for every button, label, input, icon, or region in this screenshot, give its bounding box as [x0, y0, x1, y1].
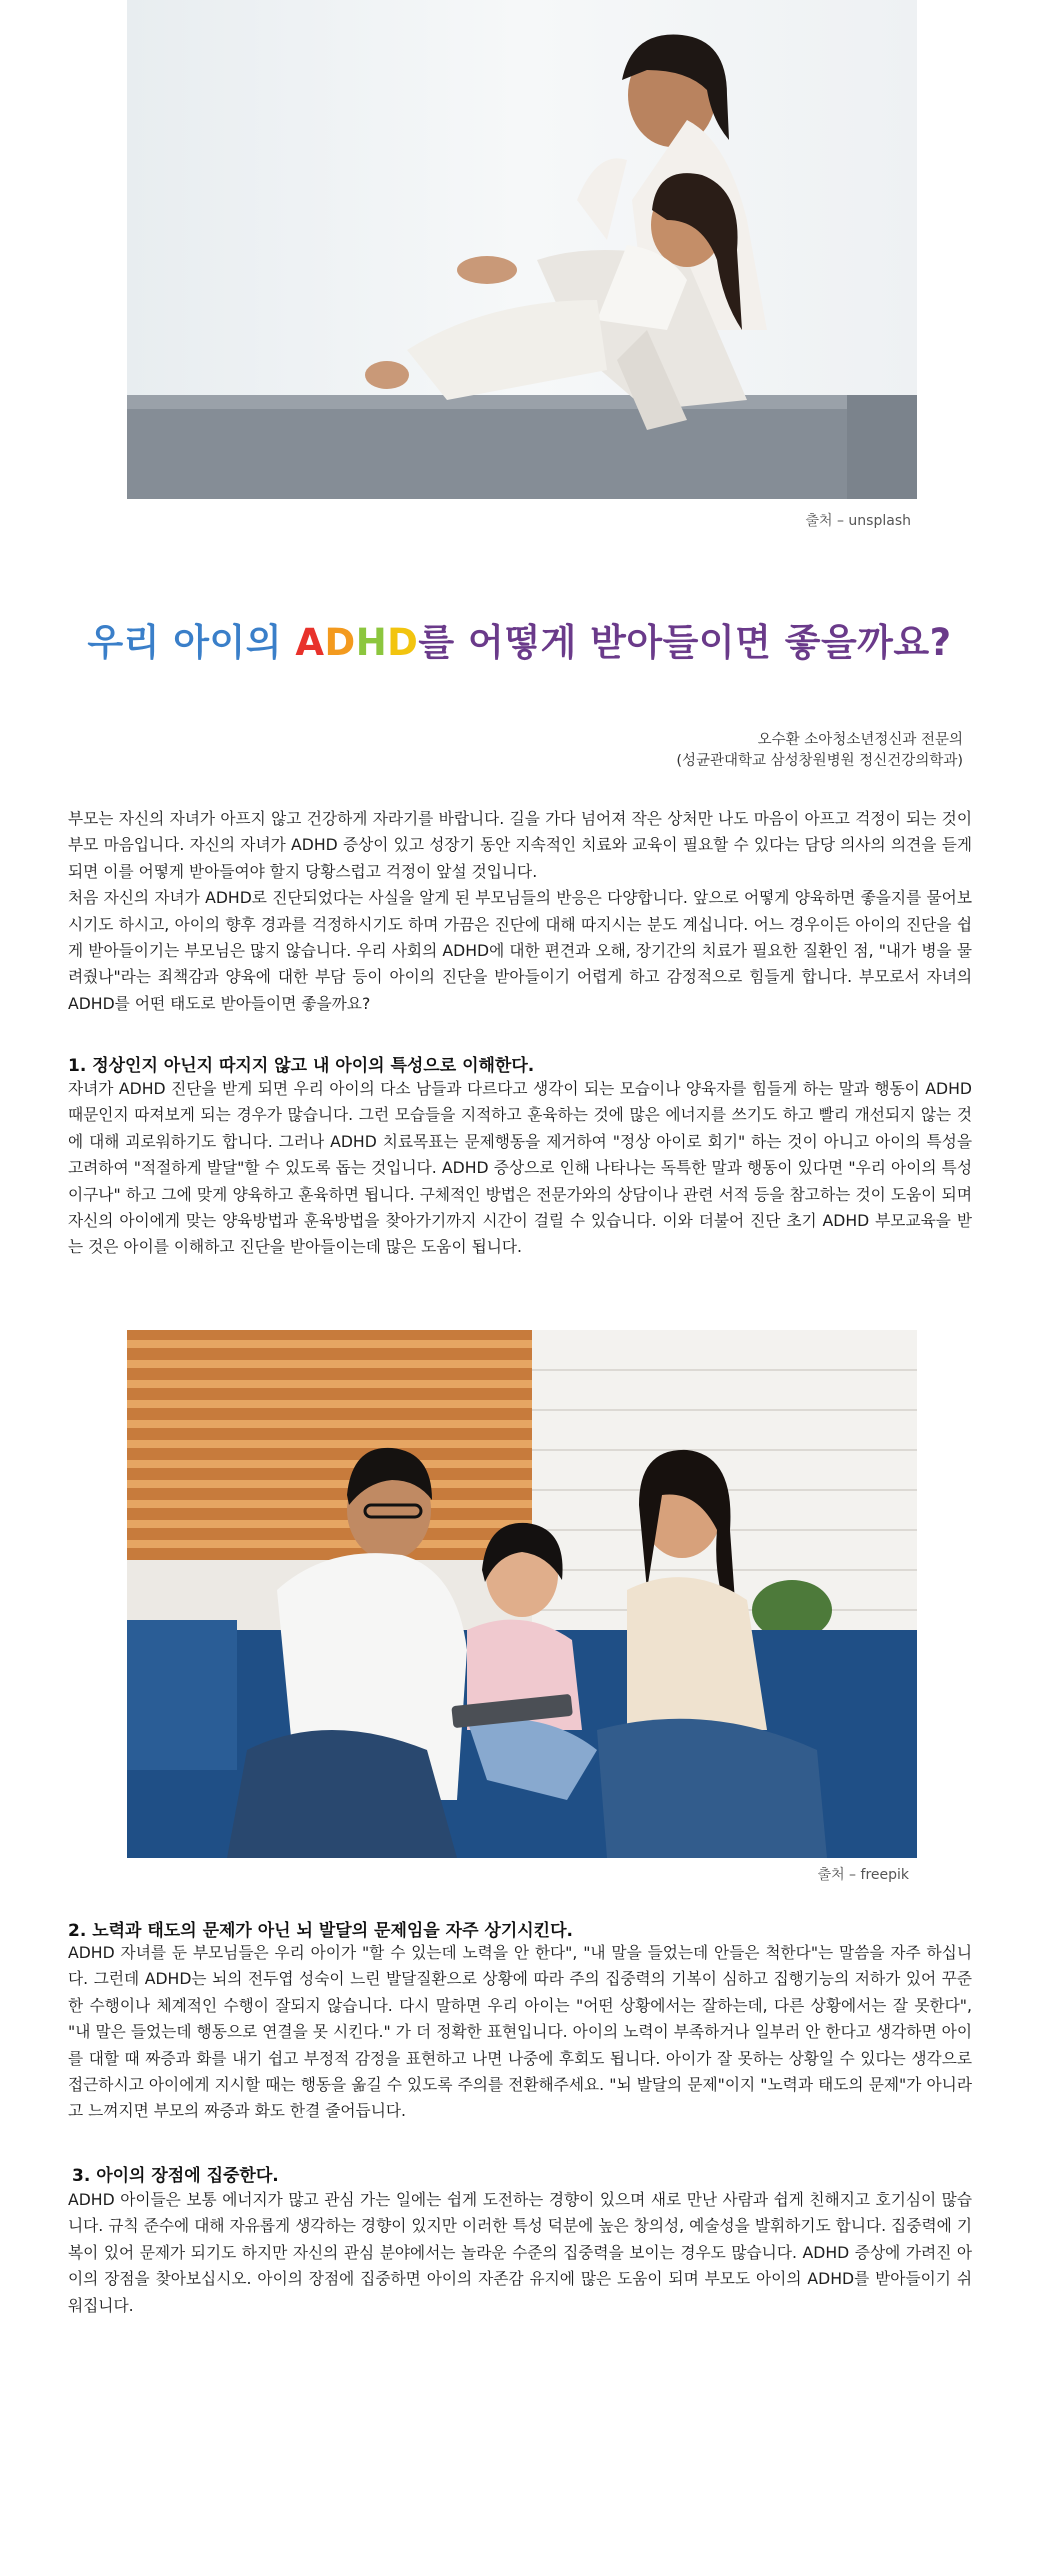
family-tablet-illustration	[127, 1330, 917, 1858]
title-part-1: 우리 아이의	[87, 621, 282, 664]
title-adhd-letter-2: H	[355, 621, 388, 664]
article-title	[0, 612, 1039, 666]
photo1-caption: 출처 – unsplash	[805, 513, 911, 529]
section3-heading: 3. 아이의 장점에 집중한다.	[72, 2166, 279, 2186]
title-adhd-letter-3: D	[387, 621, 419, 664]
photo2-caption: 출처 – freepik	[817, 1867, 909, 1883]
author-block	[676, 730, 963, 772]
family-tablet-photo	[127, 1330, 917, 1858]
section2-body: ADHD 자녀를 둔 부모님들은 우리 아이가 "할 수 있는데 노력을 안 한다", "내 말을 들었는데 안들은 척한다"는 말씀을 자주 하십니다. 그런데 ADHD는 뇌의 전두엽 성숙이 느린 발달질환으로 상황에 따라 주의 집중력의 기복이 심하고 집행기능의 저하가 있어 꾸준한 수행이나 체계적인 수행이 잘되지 않습니다. 다시 말하면 우리 아이는 "어떤 상황에서는 잘하는데, 다른 상황에서는 잘 못한다", "내 말은 들었는데 행동으로 연결을 못 시킨다." 가 더 정확한 표현입니다. 아이의 노력이 부족하거나 일부러 안 한다고 생각하면 아이를 대할 때 짜증과 화를 내기 쉽고 부정적 감정을 표현하고 나면 나중에 후회도 됩니다. 아이가 잘 못하는 상황일 수 있다는 생각으로 접근하시고 아이에게 지시할 때는 행동을 옮길 수 있도록 주의를 전환해주세요. "뇌 발달의 문제"이지 "노력과 태도의 문제"가 아니라고 느껴지면 부모의 짜증과 화도 한결 줄어듭니다.	[68, 1943, 972, 2121]
section2-heading: 2. 노력과 태도의 문제가 아닌 뇌 발달의 문제임을 자주 상기시킨다.	[68, 1921, 573, 1941]
title-part-2: 를 어떻게 받아들이면 좋을까요?	[418, 621, 952, 664]
intro-paragraph-2: 처음 자신의 자녀가 ADHD로 진단되었다는 사실을 알게 된 부모님들의 반응은 다양합니다. 앞으로 어떻게 양육하면 좋을지를 물어보시기도 하시고, 아이의 향후 경과를 걱정하시기도 하며 가끔은 진단에 대해 따지시는 분도 계십니다. 어느 경우이든 아이의 진단을 쉽게 받아들이기는 부모님은 많지 않습니다. 우리 사회의 ADHD에 대한 편견과 오해, 장기간의 치료가 필요한 질환인 점, "내가 병을 물려줬나"라는 죄책감과 양육에 대한 부담 등이 아이의 진단을 받아들이기 어렵게 하고 감정적으로 힘들게 합니다. 부모로서 자녀의 ADHD를 어떤 태도로 받아들이면 좋을까요?	[68, 888, 972, 1013]
title-adhd	[295, 621, 418, 664]
intro-text	[68, 806, 972, 1017]
section3-body: ADHD 아이들은 보통 에너지가 많고 관심 가는 일에는 쉽게 도전하는 경향이 있으며 새로 만난 사람과 쉽게 친해지고 호기심이 많습니다. 규칙 준수에 대해 자유롭게 생각하는 경향이 있지만 이러한 특성 덕분에 높은 창의성, 예술성을 발휘하기도 합니다. 집중력에 기복이 있어 문제가 되기도 하지만 자신의 관심 분야에서는 놀라운 수준의 집중력을 보이는 경우도 많습니다. ADHD 증상에 가려진 아이의 장점을 찾아보십시오. 아이의 장점에 집중하면 아이의 자존감 유지에 많은 도움이 되며 부모도 아이의 ADHD를 받아들이기 쉬워집니다.	[68, 2190, 972, 2315]
title-adhd-letter-0: A	[295, 621, 325, 664]
mother-daughter-photo	[127, 0, 917, 499]
intro-paragraph-1: 부모는 자신의 자녀가 아프지 않고 건강하게 자라기를 바랍니다. 길을 가다 넘어져 작은 상처만 나도 마음이 아프고 걱정이 되는 것이 부모 마음입니다. 자신의 자녀가 ADHD 증상이 있고 성장기 동안 지속적인 치료와 교육이 필요할 수 있다는 담당 의사의 의견을 듣게 되면 이를 어떻게 받아들여야 할지 당황스럽고 걱정이 앞설 것입니다.	[68, 809, 972, 881]
author-affiliation: (성균관대학교 삼성창원병원 정신건강의학과)	[676, 753, 963, 769]
mother-daughter-illustration	[127, 0, 917, 499]
section1-body: 자녀가 ADHD 진단을 받게 되면 우리 아이의 다소 남들과 다르다고 생각이 되는 모습이나 양육자를 힘들게 하는 말과 행동이 ADHD 때문인지 따져보게 되는 경우가 많습니다. 그런 모습들을 지적하고 훈육하는 것에 많은 에너지를 쓰기도 하고 빨리 개선되지 않는 것에 대해 괴로워하기도 합니다. 그러나 ADHD 치료목표는 문제행동을 제거하여 "정상 아이로 회기" 하는 것이 아니고 아이의 특성을 고려하여 "적절하게 발달"할 수 있도록 돕는 것입니다. ADHD 증상으로 인해 나타나는 독특한 말과 행동이 있다면 "우리 아이의 특성이구나" 하고 그에 맞게 양육하고 훈육하면 됩니다. 구체적인 방법은 전문가와의 상담이나 관련 서적 등을 참고하는 것이 도움이 되며 자신의 아이에게 맞는 양육방법과 훈육방법을 찾아가기까지 시간이 걸릴 수 있습니다. 이와 더불어 진단 초기 ADHD 부모교육을 받는 것은 아이를 이해하고 진단을 받아들이는데 많은 도움이 됩니다.	[68, 1079, 972, 1257]
author-name: 오수환 소아청소년정신과 전문의	[757, 732, 963, 748]
section1-heading: 1. 정상인지 아닌지 따지지 않고 내 아이의 특성으로 이해한다.	[68, 1056, 535, 1076]
title-adhd-letter-1: D	[324, 621, 356, 664]
